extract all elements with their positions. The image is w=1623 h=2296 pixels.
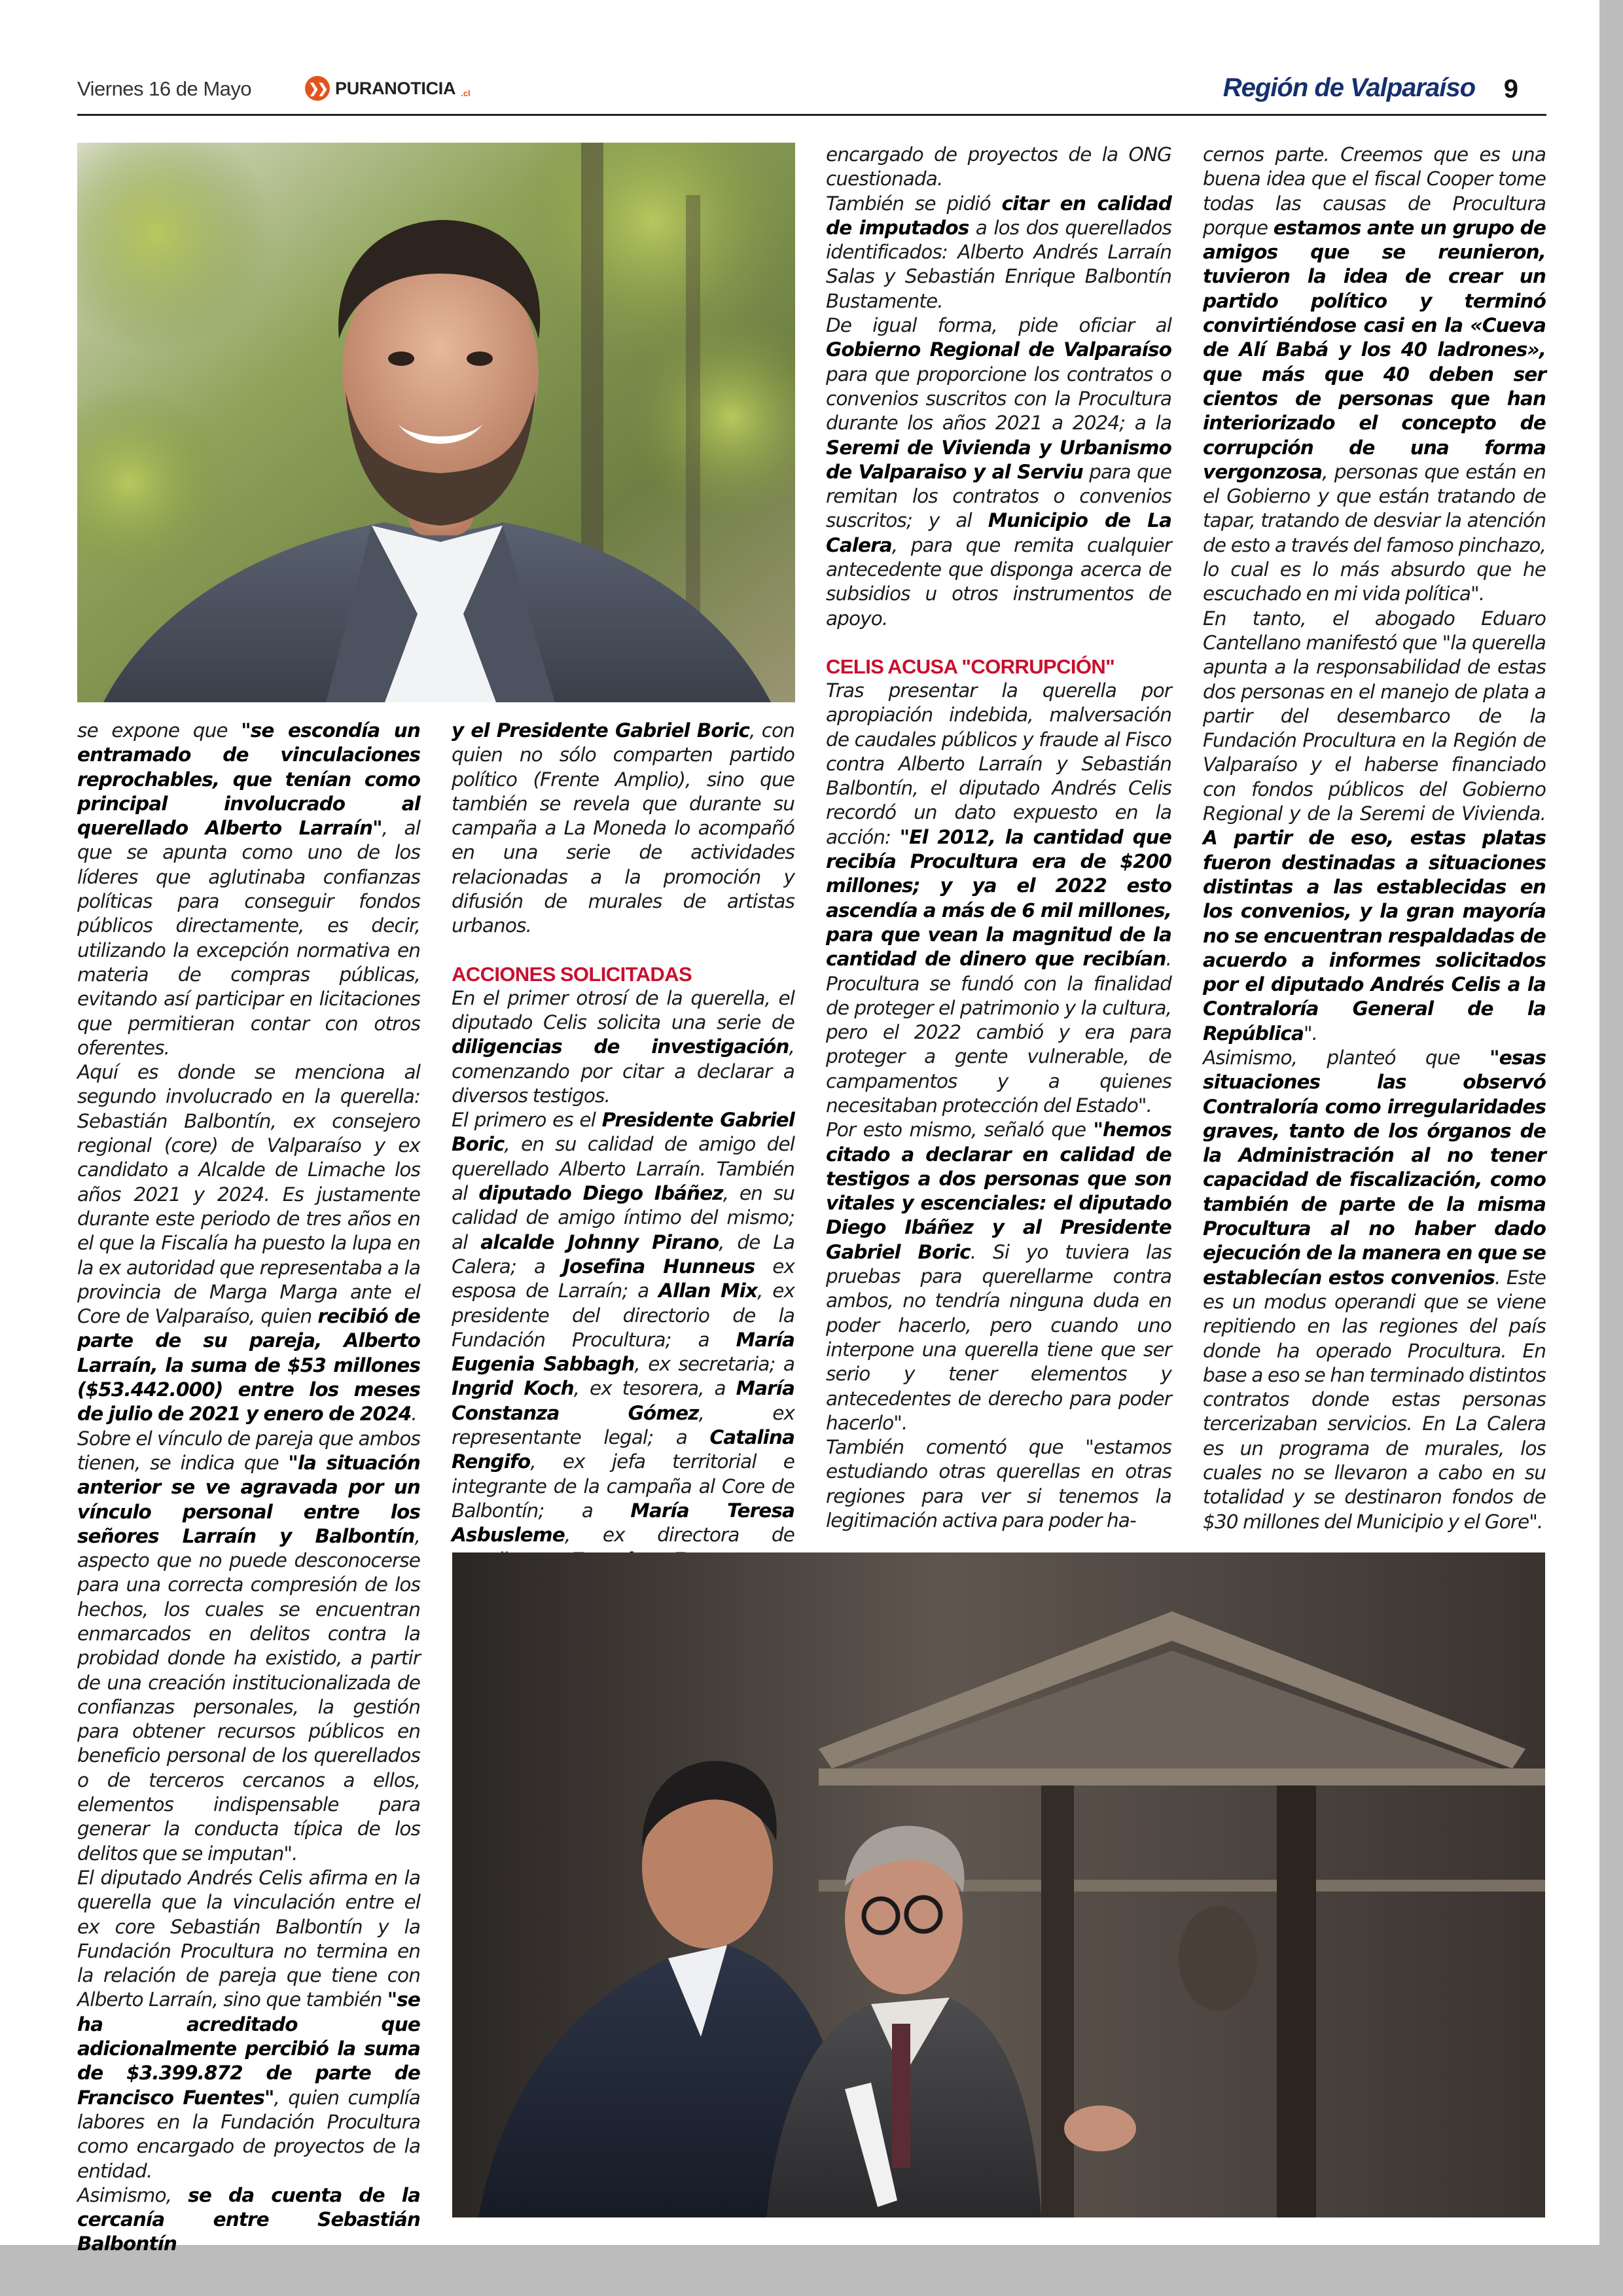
body-text: , en su calidad de amigo del querellado Alberto Larraín. También al: [452, 1133, 794, 1205]
body-text: También comentó que "estamos estudiando otras querellas en otras regiones para ver si tenemos la legitimación activa para poder ha-: [826, 1436, 1171, 1532]
body-text: El diputado Andrés Celis afirma en la querella que la vinculación entre el ex core Sebastián Balbontín y la Fundación Procultura no termina en la relación de pareja que tiene con Alberto Larraín, sino que también: [77, 1866, 420, 2011]
brand-name: PURANOTICIA: [335, 78, 456, 98]
emphasis-text: "se ha acreditado que adicionalmente percibió la suma de $3.399.872 de parte de Francisco Fuentes": [77, 1988, 420, 2109]
body-text: ex esposa de Larraín; a: [452, 1255, 794, 1302]
paragraph: [77, 2183, 420, 2257]
emphasis-text: Municipio de La Calera: [826, 509, 1171, 556]
body-text: , ex secretaria; a: [634, 1353, 794, 1376]
body-text: Asimismo, planteó que: [1203, 1046, 1490, 1069]
emphasis-text: Seremi de Vivienda y Urbanismo de Valparaiso y al Serviu: [826, 436, 1171, 483]
body-text: para que remitan los contratos o convenios suscritos; y al: [826, 460, 1171, 532]
emphasis-text: "la situación anterior se ve agravada por un vínculo personal entre los señores Larraín y Balbontín: [77, 1451, 420, 1547]
emphasis-text: María Eugenia Sabbagh: [452, 1328, 794, 1376]
body-text: Asimismo,: [77, 2183, 188, 2206]
emphasis-text: María Constanza Gómez: [452, 1377, 794, 1424]
body-text: , ex tesorera, a: [573, 1377, 736, 1400]
article-column-1: [77, 719, 420, 2257]
body-text: , en su calidad de amigo íntimo del mismo; al: [452, 1182, 795, 1253]
paragraph: [826, 192, 1171, 314]
emphasis-text: Ingrid Koch: [452, 1377, 574, 1400]
emphasis-text: y el Presidente Gabriel Boric: [452, 719, 750, 742]
paragraph: [77, 1060, 420, 1426]
body-text: , con quien no sólo comparten partido político (Frente Amplio), sino que también se revela que durante su campaña a La Moneda lo acompañó en una serie de actividades relacionadas a la promoción y difusión de murales de artistas urbanos.: [452, 719, 794, 937]
paragraph: [77, 1866, 420, 2183]
body-text: , para que remita cualquier antecedente que disponga acerca de subsidios u otros instrumentos de apoyo.: [826, 533, 1171, 630]
body-text: En tanto, el abogado Eduaro Cantellano manifestó que "la querella apunta a la responsabilidad de estas dos personas en el manejo de plata a partir del desembarco de la Fundación Procultura en la Región de Valparaíso y el haberse financiado con fondos públicos del Gobierno Regional y de la Seremi de Vivienda.: [1203, 607, 1546, 825]
body-text: En el primer otrosí de la querella, el diputado Celis solicita una serie de: [452, 986, 794, 1033]
body-text: , ex presidente del directorio de la Fundación Procultura; a: [452, 1280, 794, 1351]
body-text: De igual forma, pide oficiar al: [826, 314, 1171, 337]
emphasis-text: alcalde Johnny Pirano: [480, 1230, 719, 1253]
brand-suffix: .cl: [461, 88, 471, 98]
emphasis-text: diligencias de investigación: [452, 1035, 789, 1058]
photo-two-men: [452, 1552, 1545, 2217]
paragraph: [826, 1435, 1171, 1533]
header-date: Viernes 16 de Mayo: [77, 77, 252, 100]
paragraph: [826, 679, 1171, 1118]
two-men-photo-illustration: [452, 1552, 1545, 2217]
body-text: , al que se apunta como uno de los líderes que aglutinaba confianzas políticas para conseguir fondos públicos directamente, es decir, utilizando la excepción normativa en materia de compras públicas, evitando así participar en licitaciones que permitieran contar con otros oferentes.: [77, 817, 420, 1059]
body-text: , de La Calera; a: [452, 1230, 794, 1278]
body-text: , quien cumplía labores en la Fundación Procultura como encargado de proyectos de la entidad.: [77, 2086, 420, 2182]
paragraph: [452, 1108, 794, 1572]
body-text: para que proporcione los contratos o convenios suscritos con la Procultura durante los años 2021 a 2024; a la: [826, 363, 1171, 435]
paragraph: [1203, 607, 1546, 1046]
body-text: Aquí es donde se menciona al segundo involucrado en la querella: Sebastián Balbontín, ex consejero regional (core) de Valparaíso y ex candidato a Alcalde de Limache los años 2021 y 2024. Es justamente durante este periodo de tres años en el que la Fiscalía ha puesto la lupa en la ex autoridad que representaba a la provincia de Marga Marga ante el Core de Valparaíso, quien: [77, 1061, 420, 1328]
body-text: , ex jefa territorial e integrante de la campaña al Core de Balbontín; a: [452, 1450, 794, 1522]
paragraph: [826, 1118, 1171, 1435]
body-text: , aspecto que no puede desconocerse para una correcta compresión de los hechos, los cuales se encuentran enmarcados en delitos contra la probidad donde ha existido, a partir de una creación institucionalizada de confianzas personales, la gestión para obtener recursos públicos en beneficio personal de los querellados o de terceros cercanos a ellos, elementos indispensable para generar la conducta típica de los delitos que se imputan".: [77, 1524, 420, 1865]
emphasis-text: "se escondía un entramado de vinculaciones reprochables, que tenían como principal involucrado al querellado Alberto Larraín": [77, 719, 420, 840]
subheading-celis: CELIS ACUSA "CORRUPCIÓN": [826, 655, 1115, 678]
header-divider: [77, 114, 1546, 116]
body-text: También se pidió: [826, 192, 1002, 215]
paragraph: [77, 719, 420, 1060]
paragraph: [1203, 1046, 1546, 1534]
paragraph: [826, 143, 1171, 192]
body-text: Sobre el vínculo de pareja que ambos tienen, se indica que: [77, 1427, 420, 1474]
body-text: .: [411, 1403, 417, 1426]
body-text: . Procultura se fundó con la finalidad de proteger el patrimonio y la cultura, pero el 2022 cambió y era para proteger a gente vulnerable, de campamentos y a quienes necesitaban protección del Estado".: [826, 948, 1171, 1117]
emphasis-text: Gobierno Regional de Valparaíso: [826, 338, 1171, 361]
emphasis-text: estamos ante un grupo de amigos que se reunieron, tuvieron la idea de crear un partido político y terminó convirtiéndose casi en la «Cueva de Alí Babá y los 40 ladrones», que más que 40 deben ser cientos de personas que han interiorizado el concepto de corrupción de una forma vergonzosa: [1203, 216, 1546, 483]
emphasis-text: María Teresa Asbusleme: [452, 1499, 794, 1547]
body-text: se expone que: [77, 719, 241, 742]
article-column-2: [452, 719, 794, 1572]
body-text: Tras presentar la querella por apropiación indebida, malversación de caudales públicos y fraude al Fisco contra Alberto Larraín y Sebastián Balbontín, el diputado Andrés Celis recordó un dato expuesto en la acción:: [826, 679, 1171, 848]
body-text: encargado de proyectos de la ONG cuestionada.: [826, 143, 1171, 190]
brand-logo-mark-icon: ❯❯: [305, 76, 330, 101]
emphasis-text: citar en calidad de imputados: [826, 192, 1172, 239]
paragraph: [826, 314, 1171, 631]
photo-portrait: [77, 143, 795, 702]
body-text: a los dos querellados identificados: Alberto Andrés Larraín Salas y Sebastián Enrique Balbontín Bustamente.: [826, 216, 1172, 312]
emphasis-text: se da cuenta de la cercanía entre Sebastián Balbontín: [77, 2183, 420, 2255]
emphasis-text: "hemos citado a declarar en calidad de testigos a dos personas que son vitales y escenciales: el diputado Diego Ibáñez y al Presidente Gabriel Boric: [826, 1119, 1171, 1263]
emphasis-text: "El 2012, la cantidad que recibía Procultura era de $200 millones; y ya el 2022 esto ascendía a más de 6 mil millones, para que vean la magnitud de la cantidad de dinero que recibían: [826, 825, 1171, 971]
emphasis-text: A partir de eso, estas platas fueron destinadas a situaciones distintas a las establecidas en los convenios, y la gran mayoría no se encuentran respaldadas de acuerdo a informes solicitados por el diputado Andrés Celis a la Contraloría General de la República: [1203, 827, 1546, 1045]
emphasis-text: Josefina Hunneus: [562, 1255, 755, 1278]
portrait-photo-illustration: [77, 143, 795, 702]
body-text: , ex directora de: [564, 1524, 794, 1547]
body-text: ".: [1304, 1022, 1318, 1045]
body-text: , ex representante legal; a: [452, 1401, 794, 1449]
body-text: . Si yo tuviera las pruebas para querellarme contra ambos, no tendría ninguna duda en poder hacerlo, pero cuando uno interpone una querella tiene que ser serio y tener elementos y antecedentes de derecho para poder hacerlo".: [826, 1240, 1171, 1434]
article-column-4: [1203, 143, 1546, 1534]
emphasis-text: Allan Mix: [658, 1280, 757, 1302]
emphasis-text: "esas situaciones las observó Contraloría como irregularidades graves, tanto de los órganos de la Administración al no tener capacidad de fiscalización, como también de parte de la misma Procultura al no haber dado ejecución de la manera en que se establecían estos convenios: [1203, 1046, 1546, 1289]
body-text: El primero es el: [452, 1109, 602, 1132]
paragraph: [452, 986, 794, 1108]
subheading-acciones: ACCIONES SOLICITADAS: [452, 962, 692, 986]
body-text: , comenzando por citar a declarar a diversos testigos.: [452, 1035, 794, 1107]
paragraph: [452, 719, 794, 939]
emphasis-text: Catalina Rengifo: [452, 1426, 794, 1473]
section-title: Región de Valparaíso: [1222, 73, 1475, 102]
emphasis-text: Presidente Gabriel Boric: [452, 1109, 794, 1156]
body-text: cernos parte. Creemos que es una buena idea que el fiscal Cooper tome todas las causas de Procultura porque: [1203, 143, 1546, 239]
article-column-3: [826, 143, 1171, 1533]
paragraph: [77, 1427, 420, 1866]
page-number: 9: [1503, 75, 1518, 103]
body-text: . Este es un modus operandi que se viene repitiendo en las regiones del país donde ha operado Procultura. En base a eso se han terminado distintos contratos donde estas personas tercerizaban servicios. En La Calera es un programa de murales, los cuales no se llevaron a cabo en su totalidad y se destinaron fondos de $30 millones del Municipio y el Gore".: [1203, 1266, 1546, 1533]
emphasis-text: diputado Diego Ibáñez: [478, 1182, 723, 1205]
paragraph: [1203, 143, 1546, 607]
brand-logo: [305, 76, 471, 101]
emphasis-text: recibió de parte de su pareja, Alberto Larraín, la suma de $53 millones ($53.442.000) entre los meses de julio de 2021 y enero de 2024: [77, 1305, 420, 1426]
body-text: , personas que están en el Gobierno y que están tratando de tapar, tratando de desviar la atención de esto a través del famoso pinchazo, lo cual es lo más absurdo que he escuchado en mi vida política".: [1203, 460, 1546, 605]
body-text: Por esto mismo, señaló que: [826, 1119, 1094, 1141]
